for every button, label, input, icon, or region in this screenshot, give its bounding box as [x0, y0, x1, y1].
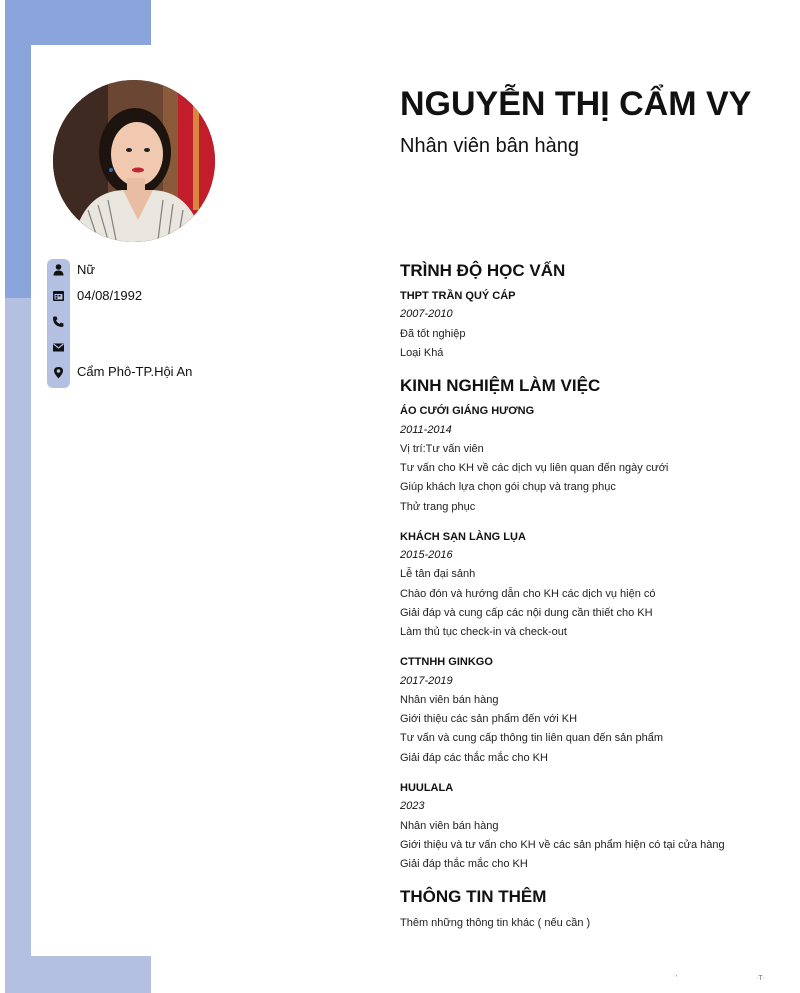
- job-duty: Giới thiệu và tư vấn cho KH về các sản phẩm hiện có tại cửa hàng: [400, 839, 725, 851]
- job-duty: Giúp khách lựa chọn gói chụp và trang phục: [400, 481, 616, 493]
- job-period: 2023: [400, 800, 425, 812]
- job-period: 2011-2014: [400, 424, 452, 436]
- extra-info-heading: THÔNG TIN THÊM: [400, 887, 547, 906]
- job-period: 2017-2019: [400, 675, 453, 687]
- education-heading: TRÌNH ĐỘ HỌC VẤN: [400, 261, 566, 280]
- footer-mark-right: ·T·: [756, 975, 765, 982]
- job-org: CTTNHH GINKGO: [400, 656, 493, 668]
- school-name: THPT TRẦN QUÝ CÁP: [400, 290, 516, 302]
- footer-mark-left: ': [676, 975, 678, 982]
- job-duty: Giải đáp các thắc mắc cho KH: [400, 752, 548, 764]
- address-value: Cẩm Phô-TP.Hội An: [77, 364, 193, 379]
- job-duty: Thử trang phục: [400, 501, 476, 513]
- job-duty: Vị trí:Tư vấn viên: [400, 443, 484, 455]
- extra-info-text: Thêm những thông tin khác ( nếu cần ): [400, 917, 591, 929]
- location-pin-icon: [52, 366, 65, 379]
- job-duty: Tư vấn và cung cấp thông tin liên quan đến sản phẩm: [400, 732, 663, 744]
- candidate-name: NGUYỄN THỊ CẨM VY: [400, 85, 752, 123]
- job-org: HUULALA: [400, 782, 454, 794]
- decor-side-bar: [5, 298, 31, 993]
- gender-value: Nữ: [77, 262, 96, 277]
- job-title: Nhân viên bân hàng: [400, 135, 580, 157]
- job-duty: Giải đáp thắc mắc cho KH: [400, 858, 528, 870]
- education-line: Đã tốt nghiệp: [400, 328, 466, 340]
- job-duty: Nhân viên bán hàng: [400, 820, 499, 832]
- decor-bottom-block: [5, 956, 151, 993]
- education-line: Loại Khá: [400, 347, 444, 359]
- mail-icon: [52, 341, 65, 354]
- job-org: ÁO CƯỚI GIÁNG HƯƠNG: [400, 405, 535, 417]
- profile-photo: [53, 80, 215, 242]
- job-org: KHÁCH SẠN LÀNG LỤA: [400, 531, 526, 543]
- job-duty: Lễ tân đại sảnh: [400, 568, 476, 580]
- job-duty: Tư vấn cho KH về các dịch vụ liên quan đến ngày cưới: [400, 462, 669, 474]
- job-duty: Làm thủ tục check-in và check-out: [400, 626, 567, 638]
- job-period: 2015-2016: [400, 549, 453, 561]
- job-duty: Chào đón và hướng dẫn cho KH các dịch vụ hiện có: [400, 588, 656, 600]
- person-icon: [52, 263, 65, 276]
- calendar-icon: [52, 289, 65, 302]
- education-period: 2007-2010: [400, 308, 453, 320]
- job-duty: Nhân viên bán hàng: [400, 694, 499, 706]
- phone-icon: [52, 315, 65, 328]
- experience-heading: KINH NGHIỆM LÀM VIỆC: [400, 376, 601, 395]
- job-duty: Giới thiệu các sản phẩm đến với KH: [400, 713, 578, 725]
- birthday-value: 04/08/1992: [77, 288, 143, 303]
- job-duty: Giải đáp và cung cấp các nội dung cần thiết cho KH: [400, 607, 653, 619]
